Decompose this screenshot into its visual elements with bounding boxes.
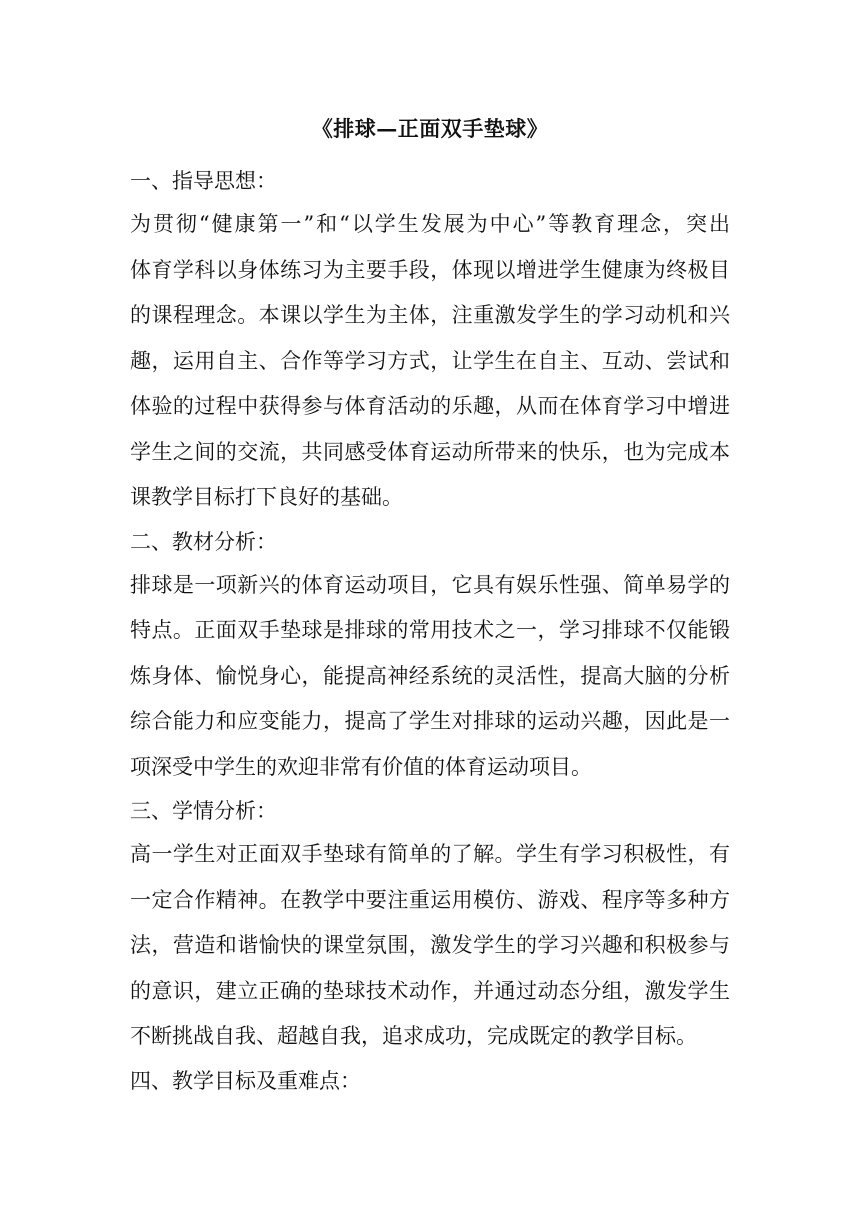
paragraph-line: 为贯彻“健康第一”和“以学生发展为中心”等教育理念，突出 (130, 212, 730, 236)
paragraph-line: 体验的过程中获得参与体育活动的乐趣，从而在体育学习中增进 (130, 394, 730, 418)
section-4 (130, 1060, 730, 1102)
document-title: 《排球—正面双手垫球》 (311, 116, 549, 141)
section-heading: 三、学情分析： (130, 799, 277, 823)
paragraph-line: 综合能力和应变能力，提高了学生对排球的运动兴趣，因此是一 (130, 709, 730, 733)
section-heading: 一、指导思想： (130, 169, 277, 193)
section-heading: 四、教学目标及重难点： (130, 1068, 361, 1093)
paragraph-line: 课教学目标打下良好的基础。 (130, 485, 403, 509)
document-content (130, 112, 730, 1102)
paragraph-line: 的意识，建立正确的垫球技术动作，并通过动态分组，激发学生 (130, 978, 730, 1003)
paragraph-line: 项深受中学生的欢迎非常有价值的体育运动项目。 (130, 754, 592, 779)
section-3 (130, 790, 730, 1060)
paragraph-line: 不断挑战自我、超越自我，追求成功，完成既定的教学目标。 (130, 1024, 697, 1048)
section-heading: 二、教材分析： (130, 529, 277, 554)
paragraph-line: 一定合作精神。在教学中要注重运用模仿、游戏、程序等多种方 (130, 887, 730, 912)
paragraph-line: 学生之间的交流，共同感受体育运动所带来的快乐，也为完成本 (130, 439, 730, 464)
paragraph-line: 的课程理念。本课以学生为主体，注重激发学生的学习动机和兴 (130, 303, 730, 327)
sections-container (130, 160, 730, 1102)
paragraph-line: 法，营造和谐愉快的课堂氛围，激发学生的学习兴趣和积极参与 (130, 933, 730, 957)
section-1 (130, 160, 730, 521)
paragraph-line: 趣，运用自主、合作等学习方式，让学生在自主、互动、尝试和 (130, 348, 730, 373)
paragraph-line: 特点。正面双手垫球是排球的常用技术之一，学习排球不仅能锻 (130, 618, 730, 642)
paragraph-line: 体育学科以身体练习为主要手段，体现以增进学生健康为终极目 (130, 257, 730, 282)
paragraph-line: 高一学生对正面双手垫球有简单的了解。学生有学习积极性，有 (130, 842, 730, 866)
section-2 (130, 521, 730, 791)
paragraph-line: 排球是一项新兴的体育运动项目，它具有娱乐性强、简单易学的 (130, 572, 730, 597)
paragraph-line: 炼身体、愉悦身心，能提高神经系统的灵活性，提高大脑的分析 (130, 663, 730, 688)
